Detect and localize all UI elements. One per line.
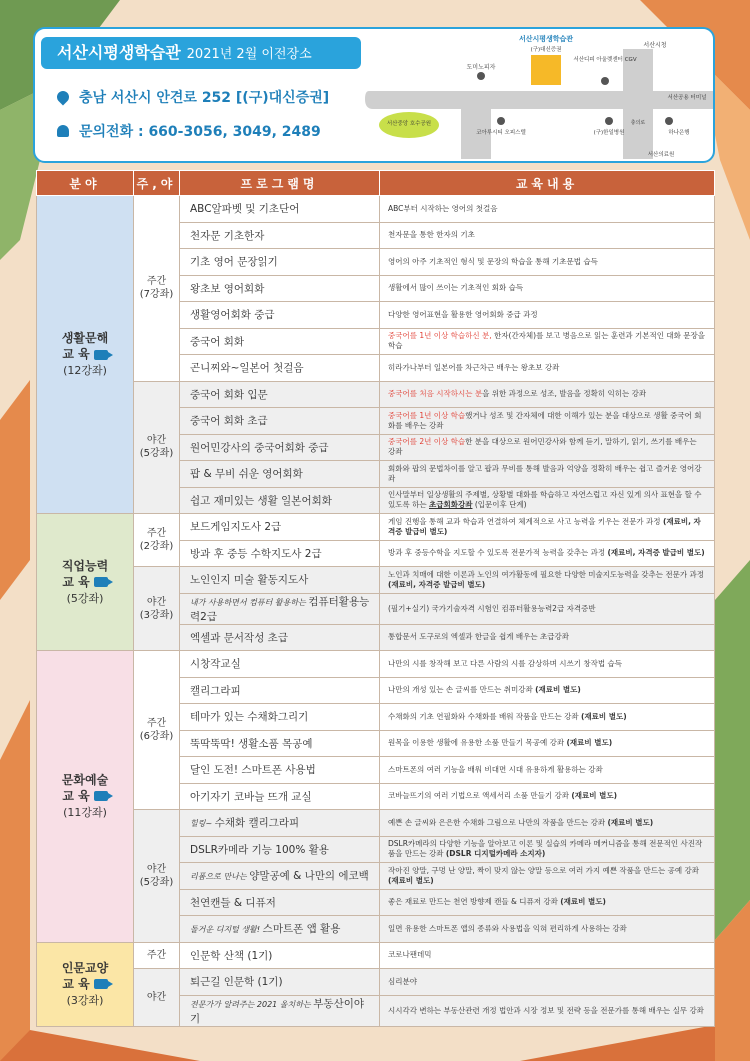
program-description-cell	[380, 567, 715, 594]
program-name: 팝 & 무비 쉬운 영어회화	[190, 468, 303, 481]
description-highlight: 중국어를 1년 이상 학습	[388, 410, 466, 420]
program-name: 컴퓨터활용능력2급	[190, 595, 370, 623]
program-description: 원목을 이용한 생활에 유용한 소품 만들기 목공예 강좌	[388, 738, 567, 748]
program-name: 수채화 캘리그라피	[214, 817, 300, 830]
program-name-cell	[180, 624, 380, 651]
program-name: 원어민강사의 중국어회화 중급	[190, 441, 329, 454]
map-marker-office	[497, 117, 505, 125]
map-building-icon	[531, 55, 561, 85]
program-name-cell	[180, 249, 380, 276]
description-note: (재료비 별도)	[607, 817, 654, 827]
phone-line	[57, 121, 321, 141]
program-name-cell	[180, 730, 380, 757]
category-name: 문화예술	[61, 772, 109, 787]
program-name: DSLR카메라 기능 100% 활용	[190, 843, 329, 856]
map-label-office: 코아루시티 오피스텔	[476, 130, 526, 136]
program-description: 나만의 시를 창작해 보고 다른 사람의 시를 감상하며 시쓰기 창작법 습득	[388, 658, 622, 668]
program-description: 통합문서 도구로의 엑셀과 한글을 쉽게 배우는 초급강좌	[388, 632, 569, 642]
program-name-cell	[180, 969, 380, 996]
description-highlight: 중국어를 1년 이상 학습하신 분,	[388, 331, 492, 341]
program-description-cell	[380, 942, 715, 969]
program-description: (필기+실기) 국가기술자격 시험인 컴퓨터활용능력2급 자격증반	[388, 603, 596, 613]
program-description: ABC부터 시작하는 영어의 첫걸음	[388, 203, 498, 213]
program-description-cell	[380, 487, 715, 514]
description-note: (재료비, 자격증 발급비 별도)	[607, 548, 705, 558]
description-note: (재료비 별도)	[535, 685, 581, 695]
program-name-cell	[180, 810, 380, 837]
program-description: 을 위한 과정으로 성조, 발음을 정확히 익히는 강좌	[482, 389, 647, 399]
description-tail: (입문이후 단계)	[472, 500, 527, 510]
session-time-cell	[134, 969, 180, 1027]
table-row	[37, 381, 715, 408]
program-description: 예쁜 손 글씨와 은은한 수채화 그림으로 나만의 작품을 만드는 강좌	[388, 817, 608, 827]
description-note: (재료비, 자격증 발급비 별도)	[388, 516, 701, 536]
program-description-cell	[380, 275, 715, 302]
map-label-cityhall: 서산시청	[643, 42, 667, 49]
program-description: 생활에서 많이 쓰이는 기초적인 회화 습득	[388, 283, 524, 293]
program-description-cell	[380, 863, 715, 890]
session-count: (2강좌)	[139, 541, 174, 552]
header-program: 프로그램명	[180, 171, 380, 196]
table-row	[37, 651, 715, 678]
program-name-cell	[180, 651, 380, 678]
location-pin-icon	[55, 89, 72, 106]
program-name: 노인인지 미술 활동지도사	[190, 574, 309, 587]
video-camera-icon	[94, 791, 108, 801]
program-description-cell	[380, 222, 715, 249]
program-name: 테마가 있는 수채화그리기	[190, 711, 309, 724]
program-name: 퇴근길 인문학 (1기)	[190, 976, 283, 989]
description-emphasis: 초급회화강좌	[429, 500, 473, 510]
program-description: 다양한 영어표현을 활용한 영어회화 중급 과정	[388, 309, 538, 319]
program-name: 천자문 기초한자	[190, 229, 265, 242]
program-description-cell	[380, 624, 715, 651]
map-building-label: 서산시평생학습관	[518, 35, 574, 43]
program-name: 보드게임지도사 2급	[190, 521, 282, 534]
program-name-cell	[180, 514, 380, 541]
description-note: (재료비, 자격증 발급비 별도)	[388, 579, 486, 589]
program-description-cell	[380, 677, 715, 704]
program-description-cell	[380, 408, 715, 435]
program-description: 작아진 양말, 구멍 난 양말, 짝이 맞지 않는 양말 등으로 여러 가지 예쁜 작품을 만드는 공예 강좌	[388, 865, 699, 875]
program-description-cell	[380, 540, 715, 567]
header-category: 분야	[37, 171, 134, 196]
category-cell	[37, 514, 134, 651]
program-name: 인문학 산책 (1기)	[190, 949, 273, 962]
program-name: 중국어 회화 입문	[190, 388, 268, 401]
program-handwritten-prefix: 전문가가 알려주는 2021 올치하는	[190, 999, 314, 1009]
map-label-domino: 도미노피자	[466, 64, 496, 71]
category-name: 직업능력	[61, 558, 109, 573]
description-note: (재료비 별도)	[580, 711, 627, 721]
header-description: 교육내용	[380, 171, 715, 196]
category-count: (12강좌)	[63, 364, 107, 377]
program-name-cell	[180, 995, 380, 1026]
category-name: 생활문해	[61, 331, 109, 345]
program-table-wrap	[36, 170, 714, 1027]
session-time-cell	[134, 381, 180, 514]
table-row	[37, 567, 715, 594]
program-name-cell	[180, 487, 380, 514]
session-time-cell	[134, 567, 180, 651]
table-header-row	[37, 171, 715, 196]
program-description-cell	[380, 995, 715, 1026]
program-name-cell	[180, 593, 380, 624]
category-cell	[37, 196, 134, 514]
phone-text: 문의전화 : 660-3056, 3049, 2489	[79, 124, 321, 140]
program-description-cell	[380, 651, 715, 678]
program-description: 했거나 성조 및 간자체에 대한 이해가 있는 분을 대상으로 생활 중국어 회화를 배우는 강좌	[388, 410, 702, 430]
session-count: (7강좌)	[139, 289, 174, 301]
map-label-hospital: (구)한일병원	[593, 130, 625, 136]
program-name: ABC알파벳 및 기초단어	[190, 203, 300, 216]
program-description-cell	[380, 514, 715, 541]
program-name-cell	[180, 540, 380, 567]
session-time-cell	[134, 942, 180, 969]
program-description-cell	[380, 355, 715, 382]
table-row	[37, 942, 715, 969]
program-name: 방과 후 중등 수학지도사 2급	[190, 547, 322, 560]
program-description-cell	[380, 836, 715, 863]
session-time-cell	[134, 196, 180, 382]
program-name: 쉽고 재미있는 생활 일본어회화	[190, 494, 332, 507]
session-time: 야간	[146, 435, 167, 447]
program-description: 노인과 치매에 대한 이론과 노인의 여가활동에 필요한 다양한 미술지도능력을 갖추는 전문가 과정	[388, 569, 705, 579]
program-name: 중국어 회화	[190, 335, 245, 348]
map-building-sub: (구)대신증권	[530, 47, 562, 53]
program-name: 엑셀과 문서작성 초급	[190, 631, 288, 644]
session-time-cell	[134, 651, 180, 810]
map-marker-cgv	[601, 77, 609, 85]
program-name: 천연캔들 & 디퓨저	[190, 896, 276, 909]
program-table	[36, 170, 715, 1027]
description-note: (재료비 별도)	[566, 738, 613, 748]
category-name-suffix: 교 육	[62, 976, 90, 991]
location-map	[361, 29, 717, 163]
description-highlight: 중국어를 처음 시작하시는 분	[388, 389, 483, 399]
session-time: 야간	[146, 863, 167, 875]
session-time-cell	[134, 514, 180, 567]
program-name-cell	[180, 275, 380, 302]
program-name: 중국어 회화 초급	[190, 415, 268, 428]
session-time: 주간	[146, 276, 167, 288]
category-name-suffix: 교 육	[62, 574, 90, 589]
program-description: 게임 진행을 통해 교과 학습과 연결하여 체계적으로 사고 능력을 키우는 전문가 과정	[388, 516, 663, 526]
program-description-cell	[380, 249, 715, 276]
session-time: 야간	[146, 991, 167, 1003]
program-name-cell	[180, 889, 380, 916]
session-time: 주간	[146, 718, 167, 729]
program-description-cell	[380, 328, 715, 355]
video-camera-icon	[94, 979, 108, 989]
program-name: 달인 도전! 스마트폰 사용법	[190, 764, 316, 777]
program-description: 방과 후 중등수학을 지도할 수 있도록 전문가적 능력을 갖추는 과정	[388, 548, 608, 558]
video-camera-icon	[94, 577, 108, 587]
table-row	[37, 196, 715, 223]
program-description-cell	[380, 730, 715, 757]
description-note: (DSLR 디지털카메라 소지자)	[445, 849, 546, 859]
table-body	[37, 196, 715, 1027]
program-description: 나만의 개성 있는 손 글씨를 만드는 취미강좌	[388, 685, 536, 695]
category-name-suffix: 교 육	[62, 347, 90, 361]
session-count: (5강좌)	[139, 876, 174, 888]
program-description-cell	[380, 889, 715, 916]
program-description: 좋은 재료로 만드는 천연 방향제 캔들 & 디퓨저 강좌	[388, 897, 561, 907]
program-description: 일면 유용한 스마트폰 앱의 종류와 사용법을 익혀 편리하게 사용하는 강좌	[388, 923, 627, 933]
program-name-cell	[180, 355, 380, 382]
category-count: (5강좌)	[66, 591, 104, 605]
program-name: 아기자기 코바늘 뜨개 교실	[190, 790, 312, 803]
header-title-bar	[41, 37, 361, 69]
header-subtitle: 2021년 2월 이전장소	[186, 47, 312, 62]
program-name: 스마트폰 앱 활용	[262, 923, 341, 936]
description-note: (재료비 별도)	[571, 791, 618, 801]
program-description-cell	[380, 757, 715, 784]
session-time: 야간	[146, 596, 167, 608]
program-name-cell	[180, 381, 380, 408]
program-name: 캘리그라피	[190, 684, 241, 697]
program-name-cell	[180, 222, 380, 249]
program-description-cell	[380, 381, 715, 408]
program-description-cell	[380, 810, 715, 837]
category-cell	[37, 942, 134, 1026]
session-count: (6강좌)	[139, 731, 174, 742]
program-description: 심리분야	[388, 976, 417, 986]
program-description: 인사말부터 일상생활의 주제별, 상황별 대화를 학습하고 자연스럽고 자신 있게 의사 표현을 할 수 있도록 하는	[388, 490, 702, 510]
program-name: 생활영어회화 중급	[190, 309, 275, 322]
header-time: 주,야	[134, 171, 180, 196]
program-description-cell	[380, 916, 715, 943]
program-description-cell	[380, 704, 715, 731]
program-name-cell	[180, 836, 380, 863]
header-title: 서산시평생학습관	[57, 43, 181, 62]
map-marker-hospital	[605, 117, 613, 125]
program-description-cell	[380, 196, 715, 223]
program-name-cell	[180, 704, 380, 731]
program-name: 곤니찌와~일본어 첫걸음	[190, 362, 304, 375]
program-name-cell	[180, 757, 380, 784]
description-note: (재료비 별도)	[388, 875, 434, 885]
program-description-cell	[380, 593, 715, 624]
table-row	[37, 969, 715, 996]
map-label-road: 충의로	[630, 120, 646, 126]
map-label-terminal: 서산공용 터미널	[667, 95, 707, 101]
session-time-cell	[134, 810, 180, 943]
program-name-cell	[180, 677, 380, 704]
program-description: 스마트폰의 여러 기능을 배워 비대면 시대 유용하게 활용하는 강좌	[388, 764, 603, 774]
program-name-cell	[180, 408, 380, 435]
program-name: 기초 영어 문장읽기	[190, 256, 278, 269]
program-description-cell	[380, 434, 715, 461]
program-name-cell	[180, 942, 380, 969]
map-label-cgv: 서산디피 아울렛센터 CGV	[573, 57, 637, 63]
program-name-cell	[180, 461, 380, 488]
program-name-cell	[180, 328, 380, 355]
map-label-bank: 하나은행	[668, 130, 690, 136]
category-name: 인문교양	[61, 960, 109, 975]
program-description-cell	[380, 461, 715, 488]
program-description: 영어의 아주 기초적인 형식 및 문장의 학습을 통해 기초문법 습득	[388, 256, 598, 266]
table-row	[37, 514, 715, 541]
session-count: (3강좌)	[139, 609, 174, 621]
program-description: 히라가나부터 일본어를 차근차근 배우는 왕초보 강좌	[388, 362, 560, 372]
program-name-cell	[180, 434, 380, 461]
program-name-cell	[180, 863, 380, 890]
category-count: (3강좌)	[66, 993, 104, 1007]
program-name-cell	[180, 196, 380, 223]
program-description: 시시각각 변하는 부동산관련 개정 법안과 시장 정보 및 전략 등을 전문가를 통해 배우는 실무 강좌	[388, 1005, 704, 1015]
address-line	[57, 87, 329, 107]
program-handwritten-prefix: 돌거운 디지털 생활!	[190, 925, 263, 935]
category-cell	[37, 651, 134, 943]
program-name-cell	[180, 302, 380, 329]
video-camera-icon	[94, 350, 108, 360]
program-description-cell	[380, 969, 715, 996]
program-name-cell	[180, 567, 380, 594]
table-row	[37, 810, 715, 837]
program-handwritten-prefix: 리폼으로 만나는	[190, 872, 250, 882]
program-name-cell	[180, 783, 380, 810]
session-count: (5강좌)	[139, 448, 174, 460]
program-name: 시창작교실	[190, 658, 241, 671]
session-time: 주간	[146, 949, 167, 961]
info-card	[33, 27, 715, 163]
program-name: 양말공예 & 나만의 에코백	[249, 870, 369, 883]
bell-icon	[57, 125, 69, 137]
map-label-medical: 서산의료원	[647, 152, 675, 158]
description-note: (재료비 별도)	[560, 897, 606, 907]
program-name-cell	[180, 916, 380, 943]
map-label-park: 서산중앙 호수공원	[386, 121, 432, 127]
program-handwritten-prefix: 내가 사용하면서 컴퓨터 활용하는	[190, 597, 309, 607]
address-text: 충남 서산시 안견로 252 [(구)대신증권]	[79, 90, 330, 106]
category-name-suffix: 교 육	[62, 788, 90, 803]
program-description: 코로나팬데믹	[388, 950, 432, 960]
session-time: 주간	[146, 528, 167, 539]
program-description-cell	[380, 302, 715, 329]
category-count: (11강좌)	[63, 805, 107, 819]
program-description: DSLR카메라의 다양한 기능을 알아보고 이론 및 실습의 카메라 메커니즘을 통해 전문적인 사진작품을 만드는 강좌	[388, 839, 703, 859]
program-name: 부동산이야기	[190, 997, 364, 1025]
program-description: 수채화의 기초 연필화와 수채화를 배워 작품을 만드는 강좌	[388, 711, 581, 721]
program-name: 왕초보 영어회화	[190, 282, 265, 295]
program-handwritten-prefix: 힐링~	[190, 819, 215, 829]
program-description-cell	[380, 783, 715, 810]
description-highlight: 중국어를 2년 이상 학습	[388, 437, 466, 447]
map-marker-bank	[665, 117, 673, 125]
program-description: 한자(간자체)를 보고 병음으로 읽는 훈련과 기본적인 대화 문장을 학습	[388, 331, 705, 351]
program-description: 한 분을 대상으로 원어민강사와 함께 듣기, 말하기, 읽기, 쓰기를 배우는 강좌	[388, 437, 697, 457]
map-marker-domino	[477, 72, 485, 80]
program-description: 천자문을 통한 한자의 기초	[388, 230, 475, 240]
program-description: 코바늘뜨기의 여러 기법으로 액세서리 소품 만들기 강좌	[388, 791, 572, 801]
program-description: 회화와 팝의 문법차이를 알고 팝과 무비를 통해 발음과 억양을 정확히 배우는 쉽고 즐거운 영어강좌	[388, 463, 702, 483]
program-name: 뚝딱뚝딱! 생활소품 목공예	[190, 737, 313, 750]
